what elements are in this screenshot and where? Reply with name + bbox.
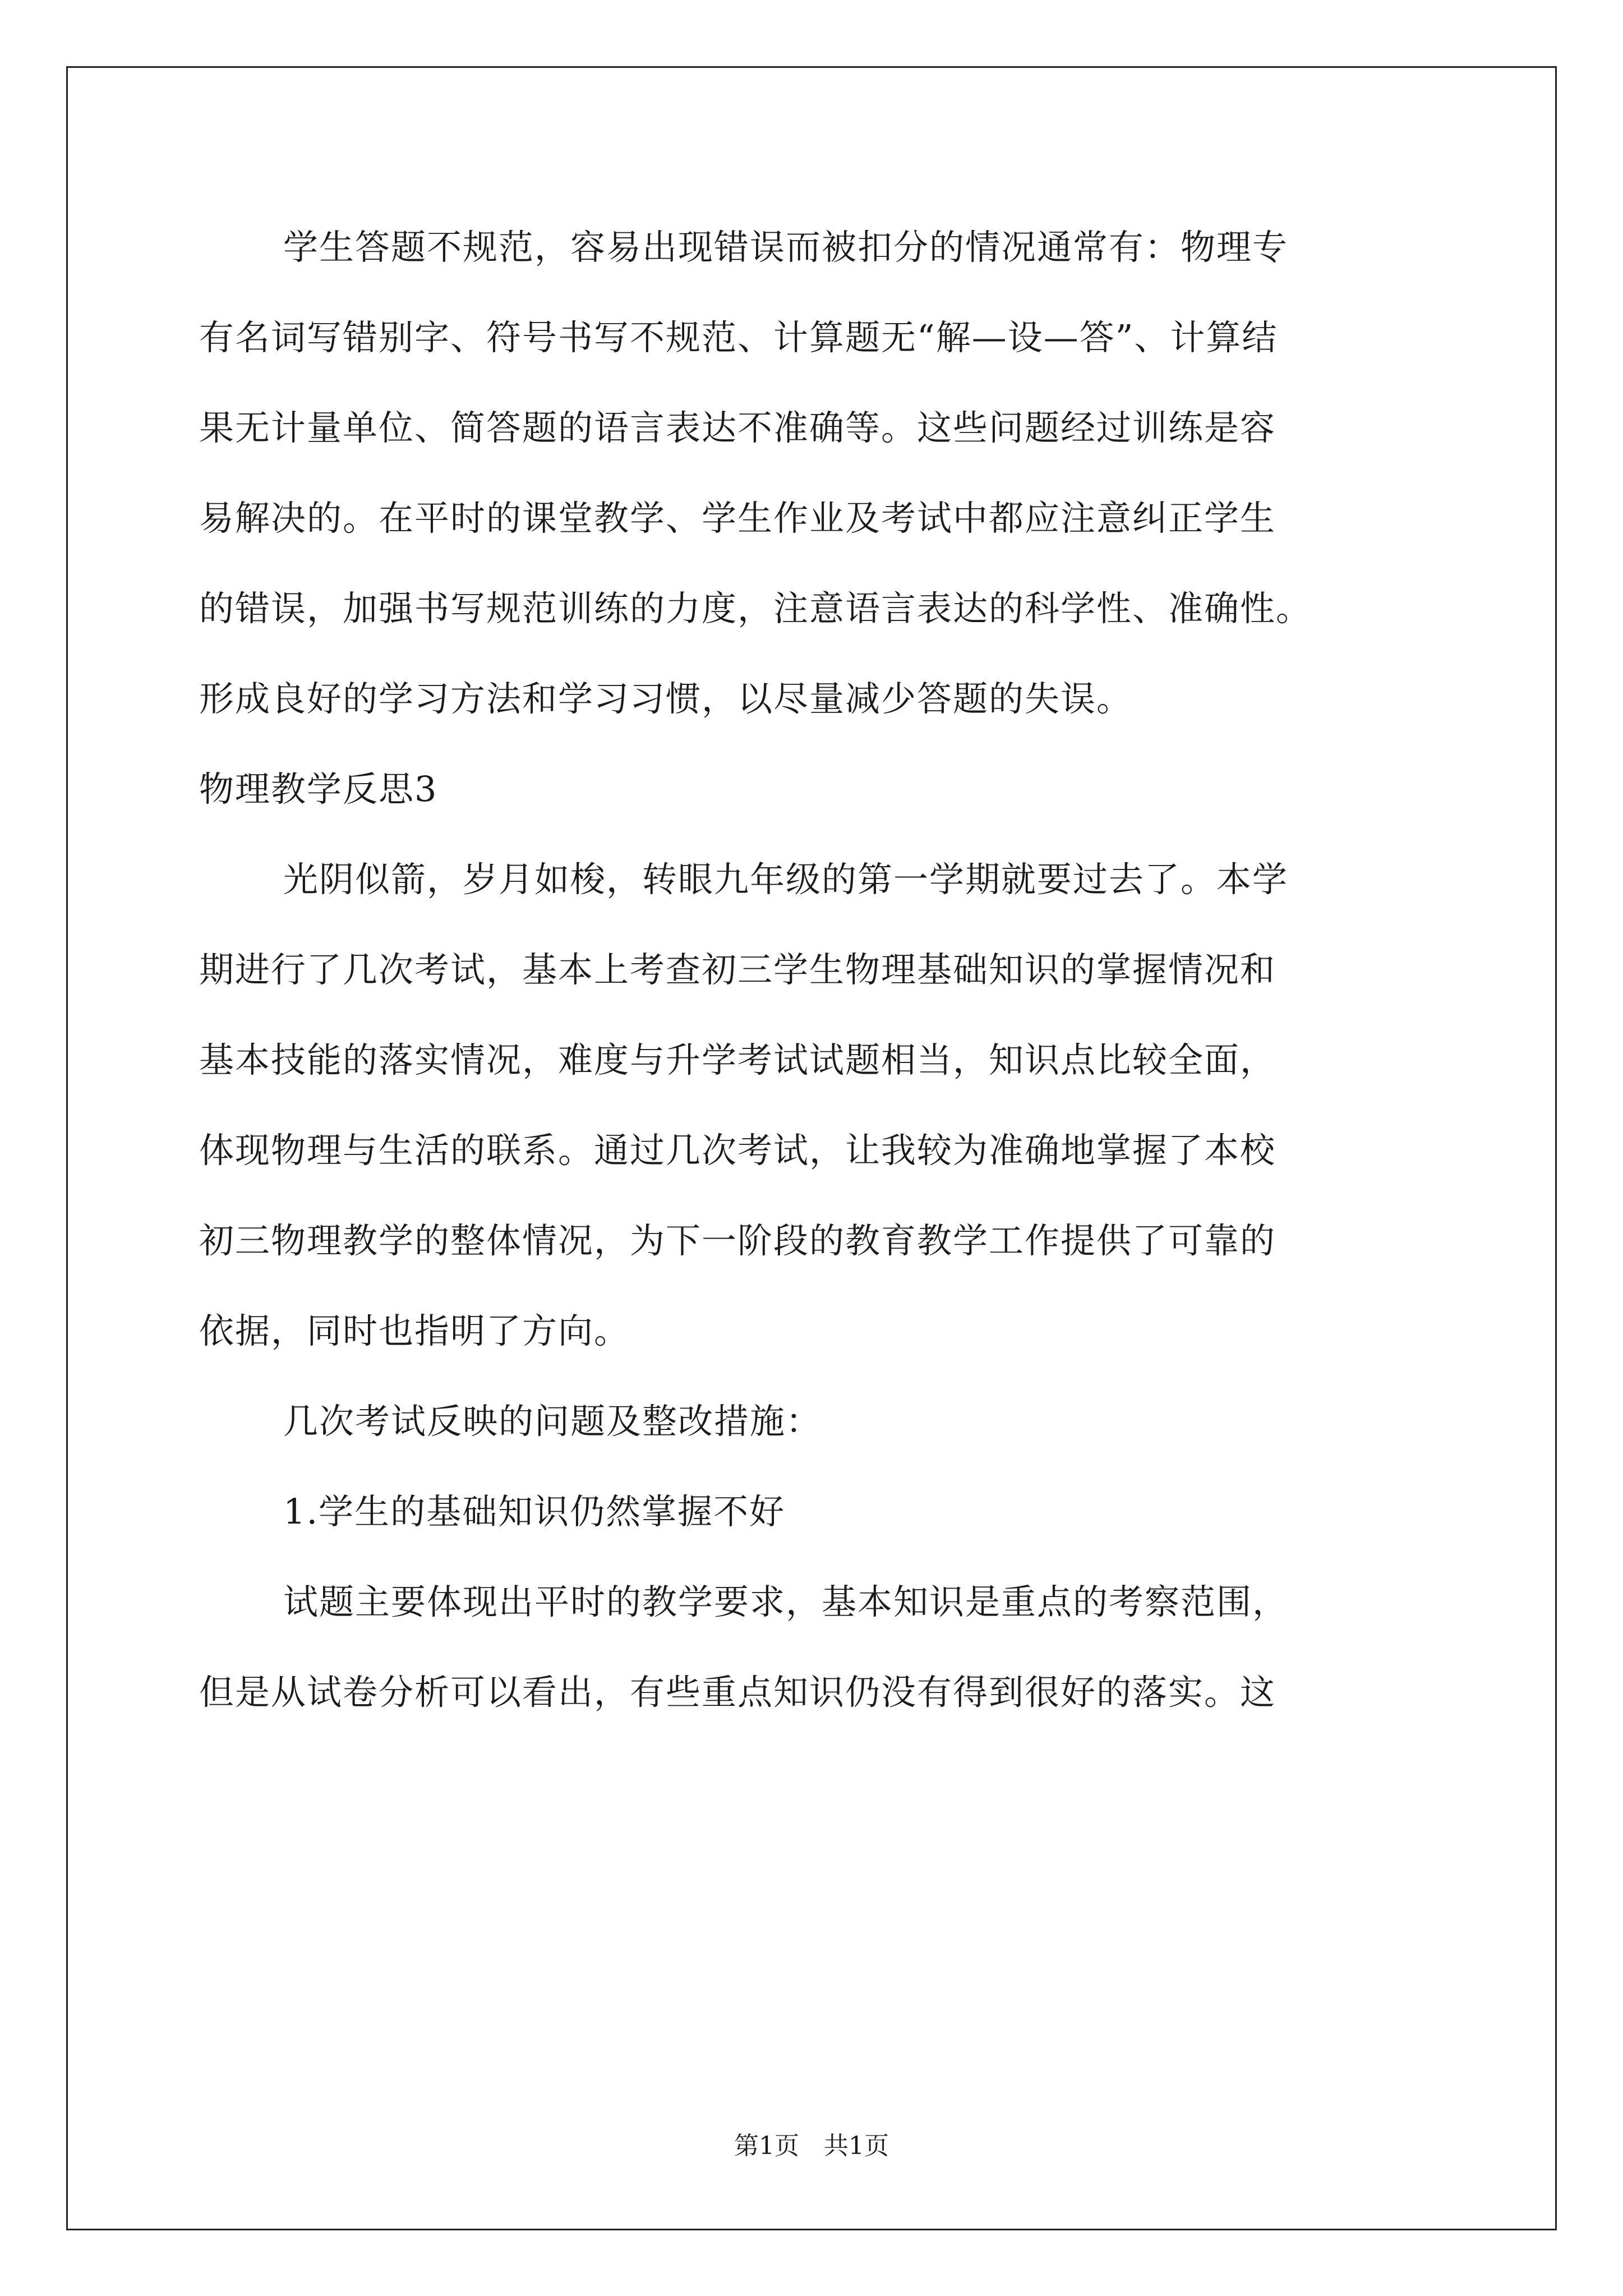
paragraph-line: 试题主要体现出平时的教学要求，基本知识是重点的考察范围， xyxy=(283,1581,1289,1622)
paragraph-line: 但是从试卷分析可以看出，有些重点知识仍没有得到很好的落实。这 xyxy=(199,1672,1276,1713)
paragraph-line: 基本技能的落实情况，难度与升学考试试题相当，知识点比较全面， xyxy=(199,1039,1276,1080)
paragraph-line: 几次考试反映的问题及整改措施： xyxy=(283,1401,822,1442)
page-footer: 第1页 共1页 xyxy=(734,2132,889,2160)
paragraph-line: 易解决的。在平时的课堂教学、学生作业及考试中都应注意纠正学生 xyxy=(199,498,1276,539)
paragraph-line: 体现物理与生活的联系。通过几次考试，让我较为准确地掌握了本校 xyxy=(199,1130,1276,1171)
paragraph-line: 学生答题不规范，容易出现错误而被扣分的情况通常有：物理专 xyxy=(283,227,1289,268)
section-heading: 物理教学反思3 xyxy=(199,769,438,809)
paragraph-line: 形成良好的学习方法和学习习惯，以尽量减少答题的失误。 xyxy=(199,678,1133,719)
paragraph-line: 初三物理教学的整体情况，为下一阶段的教育教学工作提供了可靠的 xyxy=(199,1220,1276,1261)
paragraph-line: 期进行了几次考试，基本上考查初三学生物理基础知识的掌握情况和 xyxy=(199,949,1276,990)
paragraph-line: 果无计量单位、简答题的语言表达不准确等。这些问题经过训练是容 xyxy=(199,407,1276,448)
paragraph-line: 的错误，加强书写规范训练的力度，注意语言表达的科学性、准确性。 xyxy=(199,588,1312,629)
document-body xyxy=(199,202,1433,1737)
list-item-heading: 1.学生的基础知识仍然掌握不好 xyxy=(283,1491,786,1532)
paragraph-line: 光阴似箭，岁月如梭，转眼九年级的第一学期就要过去了。本学 xyxy=(283,859,1289,900)
paragraph-line: 依据，同时也指明了方向。 xyxy=(199,1310,630,1351)
paragraph-line: 有名词写错别字、符号书写不规范、计算题无“解—设—答”、计算结 xyxy=(199,317,1278,358)
